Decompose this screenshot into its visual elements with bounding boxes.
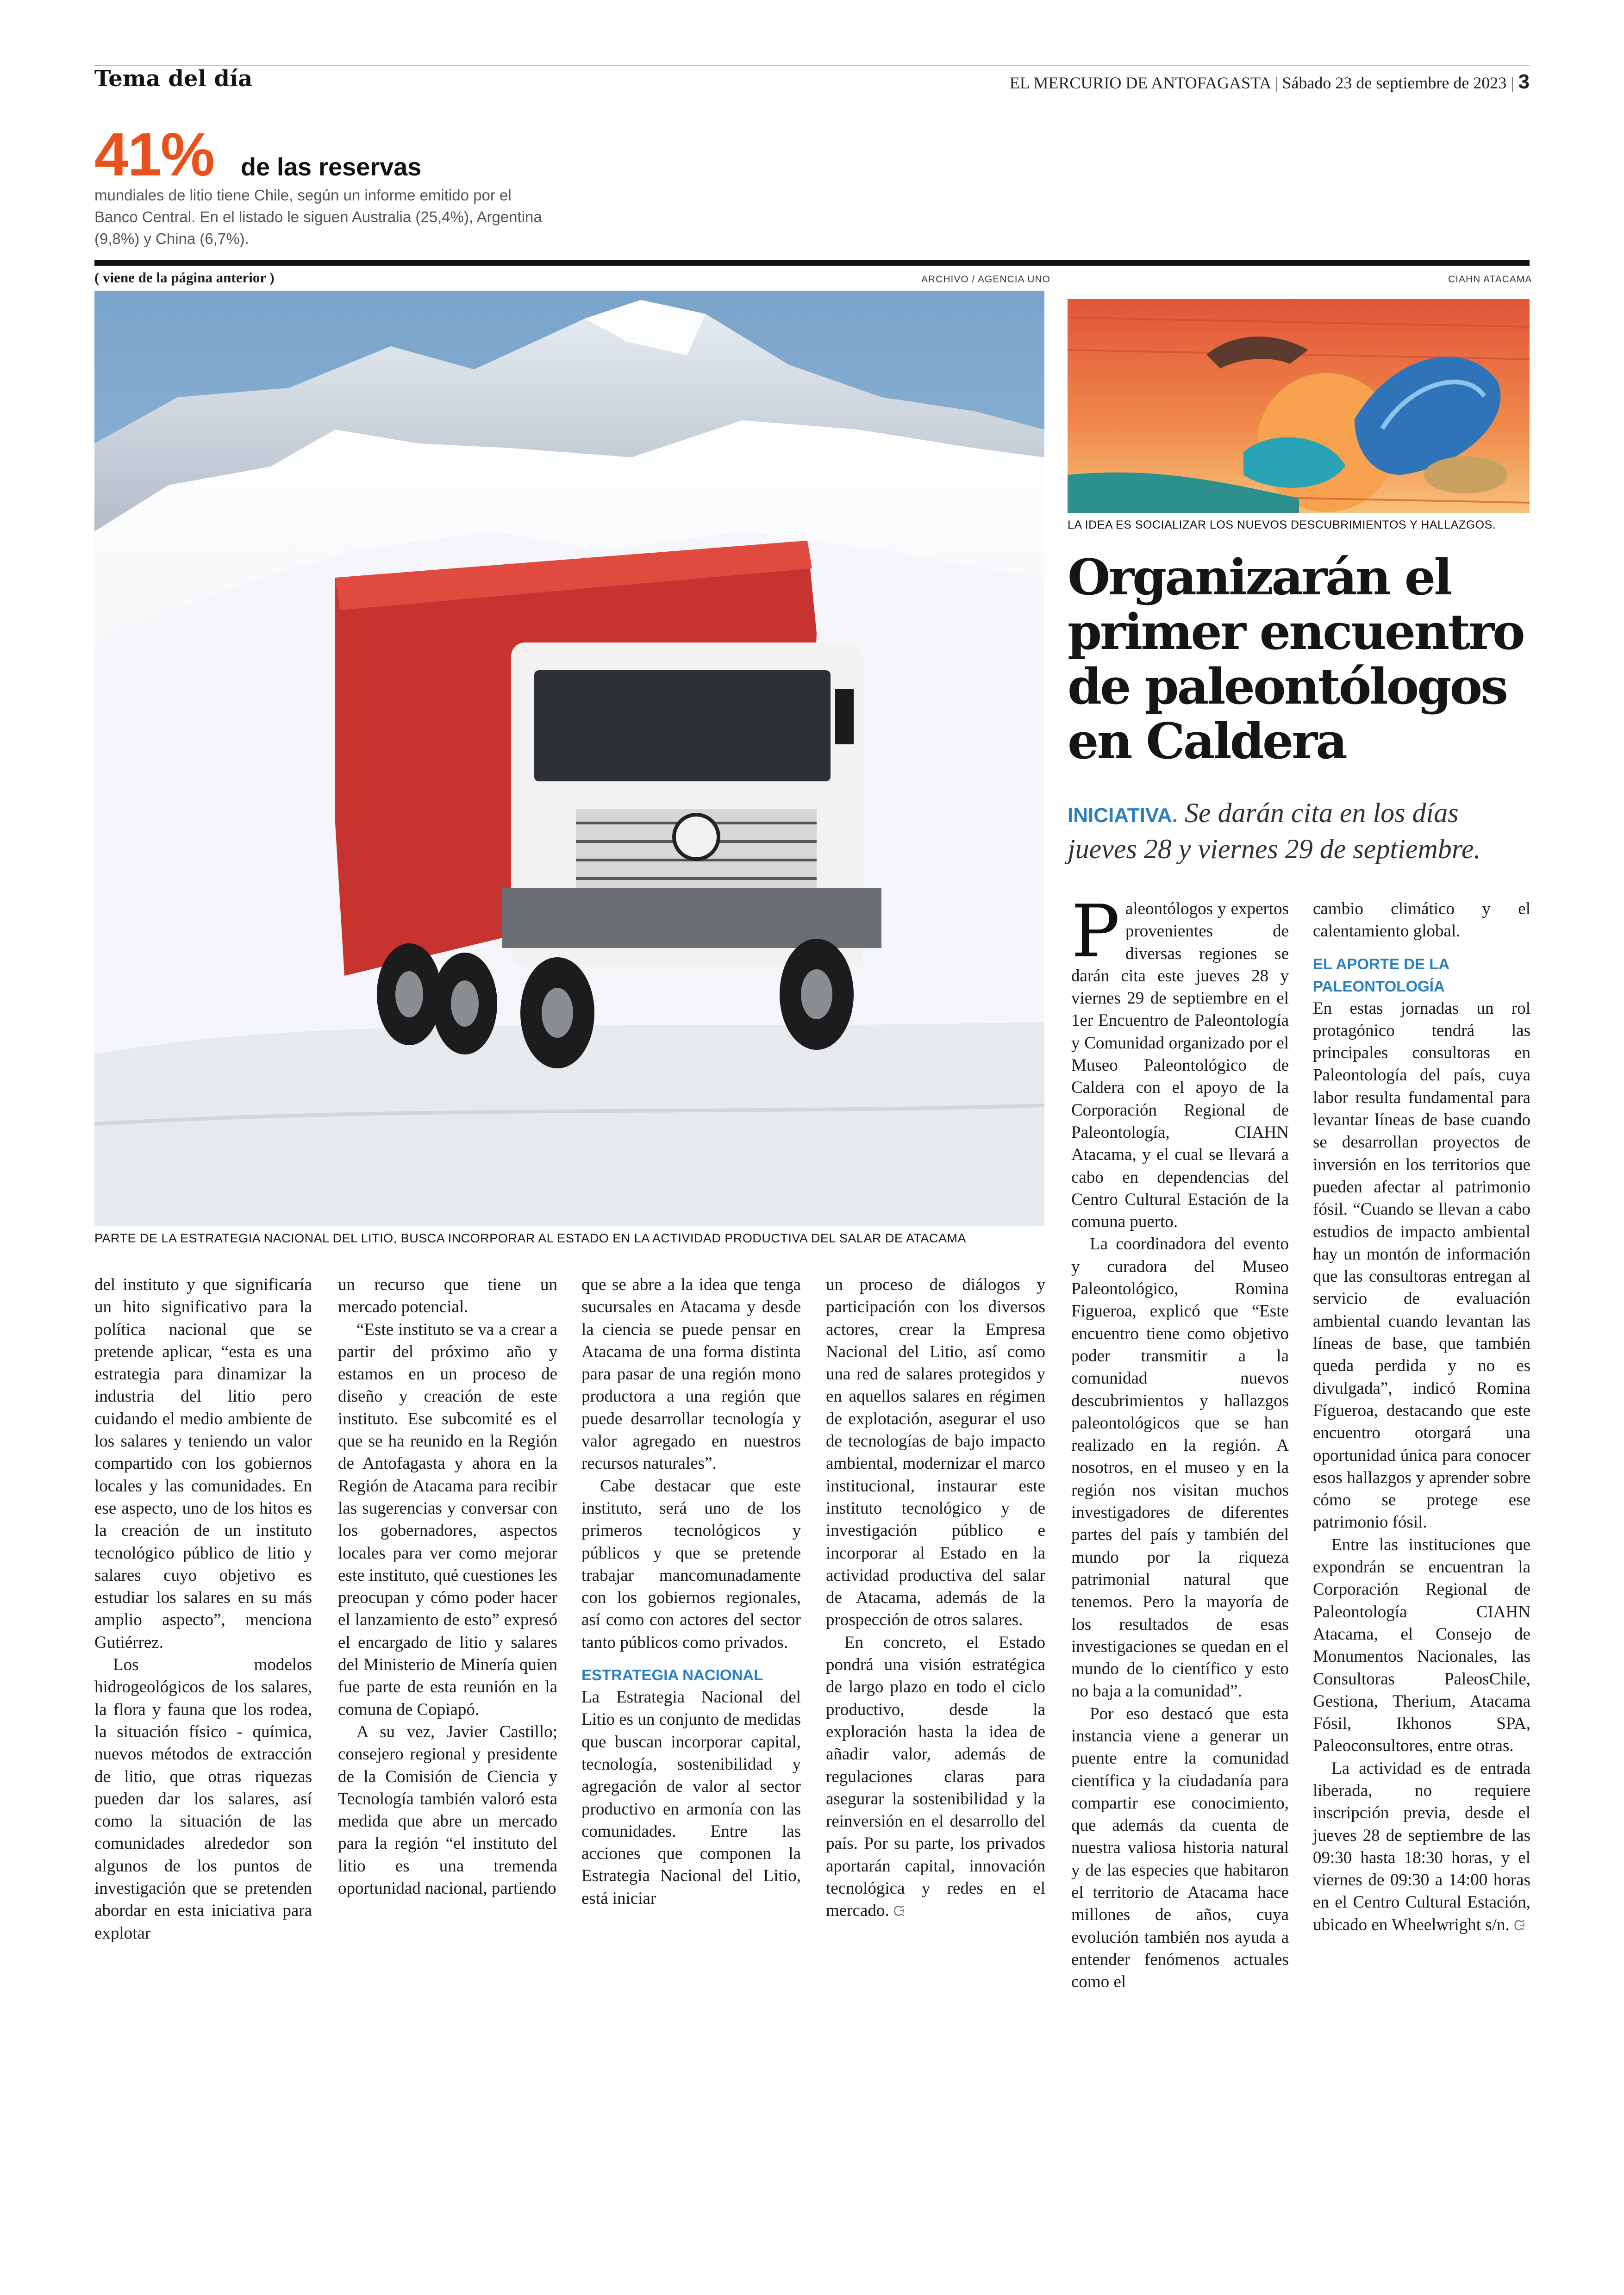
litio-column-3 (581, 1274, 801, 1910)
paragraph: un recurso que tiene un mercado potencial. (338, 1275, 557, 1317)
litio-column-1 (94, 1274, 312, 1945)
paleo-column-1 (1071, 889, 1289, 1994)
paragraph: Los modelos hidrogeológicos de los salares, la flora y fauna que los rodea, la situación físico - química, nuevos métodos de extracción de litio, que otras riquezas pueden dar los salares, así como la situación de las comunidades alrededor son algunos de los puntos de investigación que se pretenden abordar en esta iniciativa para explotar (94, 1655, 312, 1943)
paragraph: Entre las instituciones que expondrán se encuentran la Corporación Regional de Paleontología CIAHN Atacama, el Consejo de Monumentos Nacionales, las Consultoras PaleosChile, Gestiona, Therium, Atacama Fósil, Ikhonos SPA, Paleoconsultores, entre otras. (1313, 1535, 1530, 1756)
continued-note: ( viene de la página anterior ) (94, 269, 275, 286)
dropcap: P (1071, 889, 1120, 973)
paragraph: cambio climático y el calentamiento global. (1313, 899, 1530, 941)
side-deck (1068, 796, 1530, 866)
litio-column-4 (826, 1274, 1045, 1923)
paragraph: La Estrategia Nacional del Litio es un conjunto de medidas que buscan incorporar capital, tecnología, sostenibilidad y agregación de valor al sector productivo en armonía con las comunidades. Entre las acciones que componen la Estrategia Nacional del Litio, está iniciar (581, 1688, 801, 1908)
end-mark-icon: ᙍ (1513, 1917, 1525, 1934)
paragraph: A su vez, Javier Castillo; consejero regional y presidente de la Comisión de Ciencia y Tecnología también valoró esta medida que abre un mercado para la región “el instituto del litio es una tremenda oportunidad nacional, partiendo (338, 1722, 557, 1898)
main-photo-caption: PARTE DE LA ESTRATEGIA NACIONAL DEL LITIO, BUSCA INCORPORAR AL ESTADO EN LA ACTIVIDAD PRODUCTIVA DEL SALAR DE ATACAMA (94, 1231, 966, 1245)
paragraph-lead (1071, 889, 1289, 1233)
side-headline: Organizarán el primer encuentro de paleontólogos en Caldera (1068, 548, 1524, 770)
side-photo-credit: CIAHN ATACAMA (1448, 274, 1532, 285)
main-photo-credit: ARCHIVO / AGENCIA UNO (921, 274, 1050, 285)
paragraph-text: En concreto, el Estado pondrá una visión estratégica de largo plazo en todo el ciclo productivo, desde la exploración hasta la idea de añadir valor, además de regulaciones claras para asegurar la sostenibilidad y la reinversión en el desarrollo del país. Por su parte, los privados aportarán capital, innovación tecnológica y redes en el mercado. (826, 1633, 1045, 1921)
paragraph-text: aleontólogos y expertos provenientes de diversas regiones se darán cita este jueves 28 y viernes 29 de septiembre en el 1er Encuentro de Paleontología y Comunidad organizado por el Museo Paleontológico de Caldera con el apoyo de la Corporación Regional de Paleontología, CIAHN Atacama, y el cual se llevará a cabo en dependencias del Centro Cultural Estación de la comuna puerto. (1071, 899, 1289, 1232)
subheading-estrategia: ESTRATEGIA NACIONAL (581, 1666, 763, 1684)
paragraph: que se abre a la idea que tenga sucursales en Atacama y desde la ciencia se puede pensar en Atacama de una forma distinta para pasar de una región mono productora a una región que puede desarrollar tecnología y valor agregado en nuestros recursos naturales”. (581, 1275, 801, 1473)
paragraph: Por eso destacó que esta instancia viene a generar un puente entre la comunidad científica y la ciudadanía para compartir ese conocimiento, que además da cuenta de nuestra valiosa historia natural y de las especies que habitaron el territorio de Atacama hace millones de años, cuya evolución también nos ayuda a entender fenómenos actuales como el (1071, 1704, 1289, 1992)
stat-description: mundiales de litio tiene Chile, según un informe emitido por el Banco Central. En el listado le siguen Australia (25,4%), Argentina (9,8%) y China (6,7%). (94, 187, 542, 247)
deck-text: Se darán cita en los días jueves 28 y viernes 29 de septiembre. (1068, 798, 1481, 864)
top-rule (94, 65, 1530, 66)
section-divider (94, 260, 1530, 266)
paper-name: EL MERCURIO DE ANTOFAGASTA (1009, 74, 1271, 92)
paragraph: un proceso de diálogos y participación con los diversos actores, crear la Empresa Nacional del Litio, así como una red de salares protegidos y en aquellos salares en régimen de explotación, asegurar el uso de tecnologías de bajo impacto ambiental, modernizar el marco institucional, instaurar este instituto tecnológico y de investigación público e incorporar al Estado en la actividad productiva del salar de Atacama, además de la prospección de otros salares. (826, 1275, 1045, 1630)
stat-value: 41% (94, 120, 214, 188)
end-mark-icon: ᙍ (893, 1903, 905, 1920)
section-title: Tema del día (94, 66, 253, 92)
side-photo-paleo-illustration (1068, 299, 1530, 513)
side-photo-caption: LA IDEA ES SOCIALIZAR LOS NUEVOS DESCUBRIMIENTOS Y HALLAZGOS. (1068, 518, 1496, 531)
deck-kicker: INICIATIVA. (1068, 804, 1178, 827)
paragraph: del instituto y que significaría un hito significativo para la política nacional que se pretende aplicar, “esta es una estrategia para dinamizar la industria del litio pero cuidando el medio ambiente de los salares y teniendo un valor compartido con los gobiernos locales y las comunidades. En ese aspecto, uno de los hitos es la creación de un instituto tecnológico público de litio y salares cuyo objetivo es estudiar los salares en su más amplio aspecto”, menciona Gutiérrez. (94, 1275, 312, 1652)
paragraph-text: La actividad es de entrada liberada, no requiere inscripción previa, desde el jueves 28 de septiembre de las 09:30 hasta 18:30 horas, y el viernes de 09:30 a 14:00 horas en el Centro Cultural Estación, ubicado en Wheelwright s/n. (1313, 1759, 1530, 1934)
subheading-paleontologia: EL APORTE DE LA PALEONTOLOGÍA (1313, 955, 1449, 995)
page-number: 3 (1518, 70, 1530, 93)
publication-date: Sábado 23 de septiembre de 2023 (1282, 74, 1507, 92)
paragraph: En estas jornadas un rol protagónico tendrá las principales consultoras en Paleontología del país, cuya labor resulta fundamental para levantar líneas de base cuando se desarrollan proyectos de inversión en los territorios que pueden afectar al patrimonio fósil. “Cuando se llevan a cabo estudios de impacto ambiental hay un montón de información que las consultoras entregan al servicio de evaluación ambiental cuando levantan las líneas de base, que también queda perdida y no es divulgada”, indicó Romina Fígueroa, destacando que este encuentro otorgará una oportunidad única para conocer esos hallazgos y aprender sobre cómo se protege ese patrimonio fósil. (1313, 998, 1530, 1532)
paragraph: Cabe destacar que este instituto, será uno de los primeros tecnológicos y públicos y que se pretende trabajar mancomunadamente con los gobiernos regionales, así como con actores del sector tanto públicos como privados. (581, 1476, 801, 1652)
paragraph: La coordinadora del evento y curadora del Museo Paleontológico, Romina Figueroa, explicó que “Este encuentro tiene como objetivo poder transmitir a la comunidad nuevos descubrimientos y hallazgos paleontológicos que se han realizado en la región. A nosotros, en el museo y en la región nos visitan muchos investigadores de diferentes partes del país y también del mundo por la riqueza patrimonial natural que tenemos. Pero la mayoría de los resultados de esas investigaciones se quedan en el mundo de lo científico y esto no baja a la comunidad”. (1071, 1235, 1289, 1701)
paragraph (1313, 1758, 1530, 1937)
paragraph (826, 1632, 1045, 1923)
paleo-column-2 (1313, 898, 1530, 1937)
paragraph: “Este instituto se va a crear a partir del próximo año y estamos en un proceso de diseño y creación de este instituto. Ese subcomité es el que se ha reunido en la Región de Antofagasta y ahora en la Región de Atacama para recibir las sugerencias y conversar con los gobernadores, aspectos locales para ver como mejorar este instituto, qué cuestiones les preocupan y cómo poder hacer el lanzamiento de esto” expresó el encargado de litio y salares del Ministerio de Minería quien fue parte de esta reunión en la comuna de Copiapó. (338, 1320, 557, 1719)
main-photo-truck (94, 291, 1044, 1226)
masthead-line: EL MERCURIO DE ANTOFAGASTA | Sábado 23 de septiembre de 2023 | 3 (1009, 70, 1530, 93)
litio-column-2 (338, 1274, 557, 1900)
stat-label: de las reservas (241, 153, 422, 181)
